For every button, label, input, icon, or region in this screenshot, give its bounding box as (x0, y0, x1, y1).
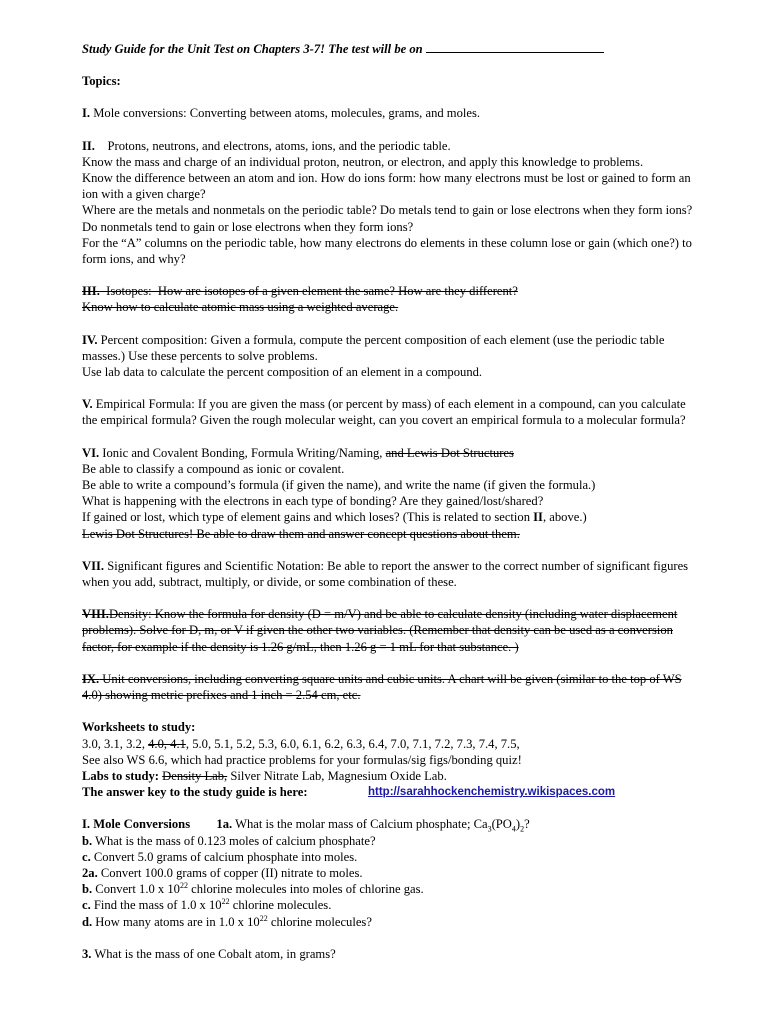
section-2: II. Protons, neutrons, and electrons, atoms, ions, and the periodic table. Know the mass and charge of an individual proton, neutron, or electron, and apply this knowledge to problems. Know the difference between an atom and ion. How do ions form: how many electrons must be lost or gained to form an ion with a given charge? Where are the metals and nonmetals on the periodic table? Do metals tend to gain or lose electrons when they form ions? Do nonmetals tend to gain or lose electrons when they form ions? For the “A” columns on the periodic table, how many electrons do elements in these column lose or gain (which one?) to form ions, and why? (82, 138, 693, 267)
answer-key-label: The answer key to the study guide is here: (82, 785, 308, 800)
section-3: III. Isotopes: How are isotopes of a given element the same? How are they different? Know how to calculate atomic mass using a weighted average. (82, 284, 518, 315)
worksheets-heading: Worksheets to study: (82, 720, 196, 735)
section-1: I. Mole conversions: Converting between atoms, molecules, grams, and moles. (82, 106, 481, 121)
study-guide-page (82, 40, 694, 962)
title-text: Study Guide for the Unit Test on Chapters 3-7! The test will be on (82, 42, 423, 56)
section-5: V. Empirical Formula: If you are given the mass (or percent by mass) of each element in a compound, can you calculate the empirical formula? Given the rough molecular weight, can you covert an empirical formula to a molecular formula? (82, 397, 686, 428)
section-9: IX. Unit conversions, including converting square units and cubic units. A chart will be given (similar to the top of WS 4.0) showing metric prefixes and 1 inch = 2.54 cm, etc. (82, 671, 682, 703)
section-7: VII. Significant figures and Scientific Notation: Be able to report the answer to the correct number of significant figures when you add, subtract, multiply, or divide, or some combination of these. (82, 558, 689, 590)
section-4: IV. Percent composition: Given a formula, compute the percent composition of each element (use the periodic table masses.) Use these percents to solve problems. Use lab data to calculate the percent composition of an element in a compound. (82, 332, 665, 380)
question-2d: d. How many atoms are in 1.0 x $10^{22}$ chlorine molecules? (82, 913, 372, 929)
questions-block: I. Mole Conversions 1a. What is the molar mass of Calcium phosphate; $Ca_3(PO_4)_2$? b. What is the mass of 0.123 moles of calcium phosphate? c. Convert 5.0 grams of calcium phosphate into moles. 2a. Convert 100.0 grams of copper (II) nitrate to moles. b. Convert 1.0 x $10^{22}$ chlorine molecules into moles of chlorine gas. c. Find the mass of 1.0 x $10^{22}$ chlorine molecules. d. How many atoms are in 1.0 x $10^{22}$ chlorine molecules? 3. What is the mass of one Cobalt atom, in grams? (82, 816, 694, 962)
page-title (82, 40, 694, 57)
question-2a: 2a. Convert 100.0 grams of copper (II) nitrate to moles. (82, 865, 363, 880)
section-6: VI. Ionic and Covalent Bonding, Formula Writing/Naming, and Lewis Dot Structures Be able to classify a compound as ionic or covalent. Be able to write a compound’s formula (if given the name), and write the name (if given the formula.) What is happening with the electrons in each type of bonding? Are they gained/lost/shared? If gained or lost, which type of element gains and which loses? (This is related to section II, above.) Lewis Dot Structures! Be able to draw them and answer concept questions about them. (82, 445, 596, 541)
question-1b: b. What is the mass of 0.123 moles of calcium phosphate? (82, 833, 376, 848)
question-1c: c. Convert 5.0 grams of calcium phosphate into moles. (82, 849, 358, 864)
question-2b: b. Convert 1.0 x $10^{22}$ chlorine molecules into moles of chlorine gas. (82, 880, 424, 897)
section-8: VIII.Density: Know the formula for density (D = m/V) and be able to calculate density (including water displacement problems). Solve for D, m, or V if given the other two variables. (Remember that density can be used as a conversion factor, for example if the density is 1.26 g/mL, then 1.26 g = 1 mL for that substance. ) (82, 607, 678, 654)
answer-key-link[interactable]: http://sarahhockenchemistry.wikispaces.com (368, 786, 616, 799)
questions-heading: I. Mole Conversions (82, 817, 191, 832)
topics-heading: Topics: (82, 74, 121, 89)
test-date-blank (426, 40, 604, 53)
question-2c: c. Find the mass of 1.0 x $10^{22}$ chlorine molecules. (82, 897, 332, 913)
worksheets-block: Worksheets to study: 3.0, 3.1, 3.2, 4.0, 4.1, 5.0, 5.1, 5.2, 5.3, 6.0, 6.1, 6.2, 6.3, 6.4, 7.0, 7.1, 7.2, 7.3, 7.4, 7.5, See also WS 6.6, which had practice problems for your formulas/sig figs/bonding quiz! Labs to study: Density Lab, Silver Nitrate Lab, Magnesium Oxide Lab. The answer key to the study guide is here: http://sarahhockenchemistry.wikispaces.com (82, 720, 616, 800)
question-3: 3. What is the mass of one Cobalt atom, in grams? (82, 946, 336, 961)
